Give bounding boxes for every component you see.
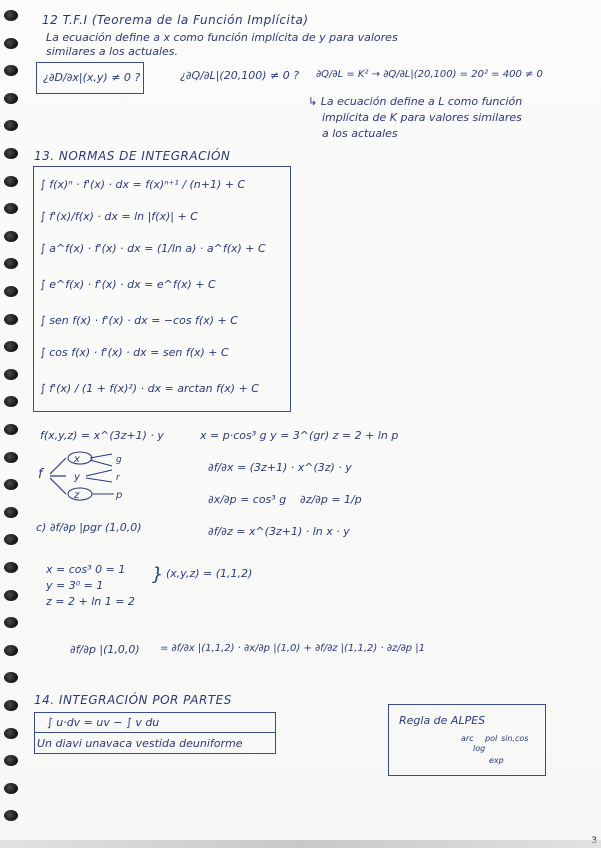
spiral-binding — [0, 0, 26, 848]
tree-x: x — [74, 454, 80, 465]
alpes-title: Regla de ALPES — [399, 714, 486, 727]
binding-hole — [4, 700, 18, 711]
binding-hole — [4, 645, 18, 656]
dx-dp: ∂x/∂p = cos³ g — [208, 493, 287, 506]
boxed-condition: ¿∂D/∂x|(x,y) ≠ 0 ? — [36, 62, 144, 94]
binding-hole — [4, 65, 18, 76]
binding-hole — [4, 617, 18, 628]
binding-hole — [4, 286, 18, 297]
alpes-pol: pol — [485, 734, 498, 743]
alpes-log: log — [473, 744, 486, 753]
binding-hole — [4, 396, 18, 407]
condition-ql: ¿∂Q/∂L|(20,100) ≠ 0 ? — [180, 69, 300, 82]
rule-exp-e: ∫ e^f(x) · f'(x) · dx = e^f(x) + C — [40, 278, 216, 291]
binding-hole — [4, 534, 18, 545]
example-function: f(x,y,z) = x^(3z+1) · y — [40, 429, 164, 442]
tree-g: g — [116, 455, 122, 465]
integration-rules-box — [33, 166, 291, 412]
chain-lhs: ∂f/∂p |(1,0,0) — [70, 643, 140, 656]
parts-formula: ∫ u·dv = uv − ∫ v du — [47, 716, 160, 729]
rule-sin: ∫ sen f(x) · f'(x) · dx = −cos f(x) + C — [40, 314, 238, 327]
z-value: z = 2 + ln 1 = 2 — [46, 595, 135, 608]
tree-r: r — [116, 473, 120, 483]
page-edge — [0, 840, 601, 848]
binding-hole — [4, 755, 18, 766]
section-12-title: 12 T.F.I (Teorema de la Función Implícita) — [42, 13, 309, 27]
parts-mnemonic: Un diavi unavaca vestida deuniforme — [37, 737, 243, 750]
conclusion-3: a los actuales — [322, 127, 398, 140]
dz-dp: ∂z/∂p = 1/p — [300, 493, 362, 506]
binding-hole — [4, 176, 18, 187]
section-12-line2: similares a los actuales. — [46, 45, 178, 58]
binding-hole — [4, 314, 18, 325]
y-value: y = 3⁰ = 1 — [46, 579, 104, 592]
df-dx: ∂f/∂x = (3z+1) · x^(3z) · y — [208, 461, 352, 474]
tree-f: f — [38, 467, 43, 482]
calc-ql: ∂Q/∂L = K² → ∂Q/∂L|(20,100) = 20² = 400 ≠ 0 — [316, 69, 543, 80]
binding-hole — [4, 590, 18, 601]
alpes-box — [388, 704, 546, 776]
parts-formula-box — [34, 712, 276, 754]
binding-hole — [4, 810, 18, 821]
point-result: (x,y,z) = (1,1,2) — [166, 567, 253, 580]
binding-hole — [4, 203, 18, 214]
rule-cos: ∫ cos f(x) · f'(x) · dx = sen f(x) + C — [40, 346, 229, 359]
rule-log: ∫ f'(x)/f(x) · dx = ln |f(x)| + C — [40, 210, 198, 223]
example-substitutions: x = p·cos³ g y = 3^(gr) z = 2 + ln p — [200, 429, 399, 442]
chain-rhs: = ∂f/∂x |(1,1,2) · ∂x/∂p |(1,0) + ∂f/∂z |(1,1,2) · ∂z/∂p |1 — [160, 643, 426, 654]
binding-hole — [4, 562, 18, 573]
binding-hole — [4, 479, 18, 490]
dependency-tree — [34, 448, 134, 504]
conclusion-1: ↳ La ecuación define a L como función — [308, 95, 523, 108]
tree-p: p — [116, 490, 123, 501]
binding-hole — [4, 369, 18, 380]
part-c: c) ∂f/∂p |pgr (1,0,0) — [36, 521, 142, 534]
df-dz: ∂f/∂z = x^(3z+1) · ln x · y — [208, 525, 350, 538]
alpes-exp: exp — [489, 756, 504, 765]
section-14-title: 14. INTEGRACIÓN POR PARTES — [34, 693, 232, 707]
binding-hole — [4, 231, 18, 242]
binding-hole — [4, 783, 18, 794]
bracket: } — [152, 564, 164, 585]
binding-hole — [4, 258, 18, 269]
rule-arctan: ∫ f'(x) / (1 + f(x)²) · dx = arctan f(x) + C — [40, 382, 259, 395]
alpes-arc: arc — [461, 734, 474, 743]
section-13-title: 13. NORMAS DE INTEGRACIÓN — [34, 149, 231, 163]
rule-exp-a: ∫ a^f(x) · f'(x) · dx = (1/ln a) · a^f(x) + C — [40, 242, 266, 255]
x-value: x = cos³ 0 = 1 — [46, 563, 126, 576]
binding-hole — [4, 728, 18, 739]
binding-hole — [4, 148, 18, 159]
binding-hole — [4, 452, 18, 463]
binding-hole — [4, 38, 18, 49]
binding-hole — [4, 10, 18, 21]
section-12-line1: La ecuación define a x como función implícita de y para valores — [46, 31, 398, 44]
binding-hole — [4, 120, 18, 131]
alpes-sin-cos: sin,cos — [501, 734, 529, 743]
conclusion-2: implícita de K para valores similares — [322, 111, 522, 124]
binding-hole — [4, 507, 18, 518]
tree-y: y — [74, 472, 80, 483]
binding-hole — [4, 93, 18, 104]
binding-hole — [4, 341, 18, 352]
binding-hole — [4, 672, 18, 683]
binding-hole — [4, 424, 18, 435]
rule-power: ∫ f(x)ⁿ · f'(x) · dx = f(x)ⁿ⁺¹ / (n+1) + C — [40, 178, 246, 191]
tree-z: z — [74, 490, 80, 501]
